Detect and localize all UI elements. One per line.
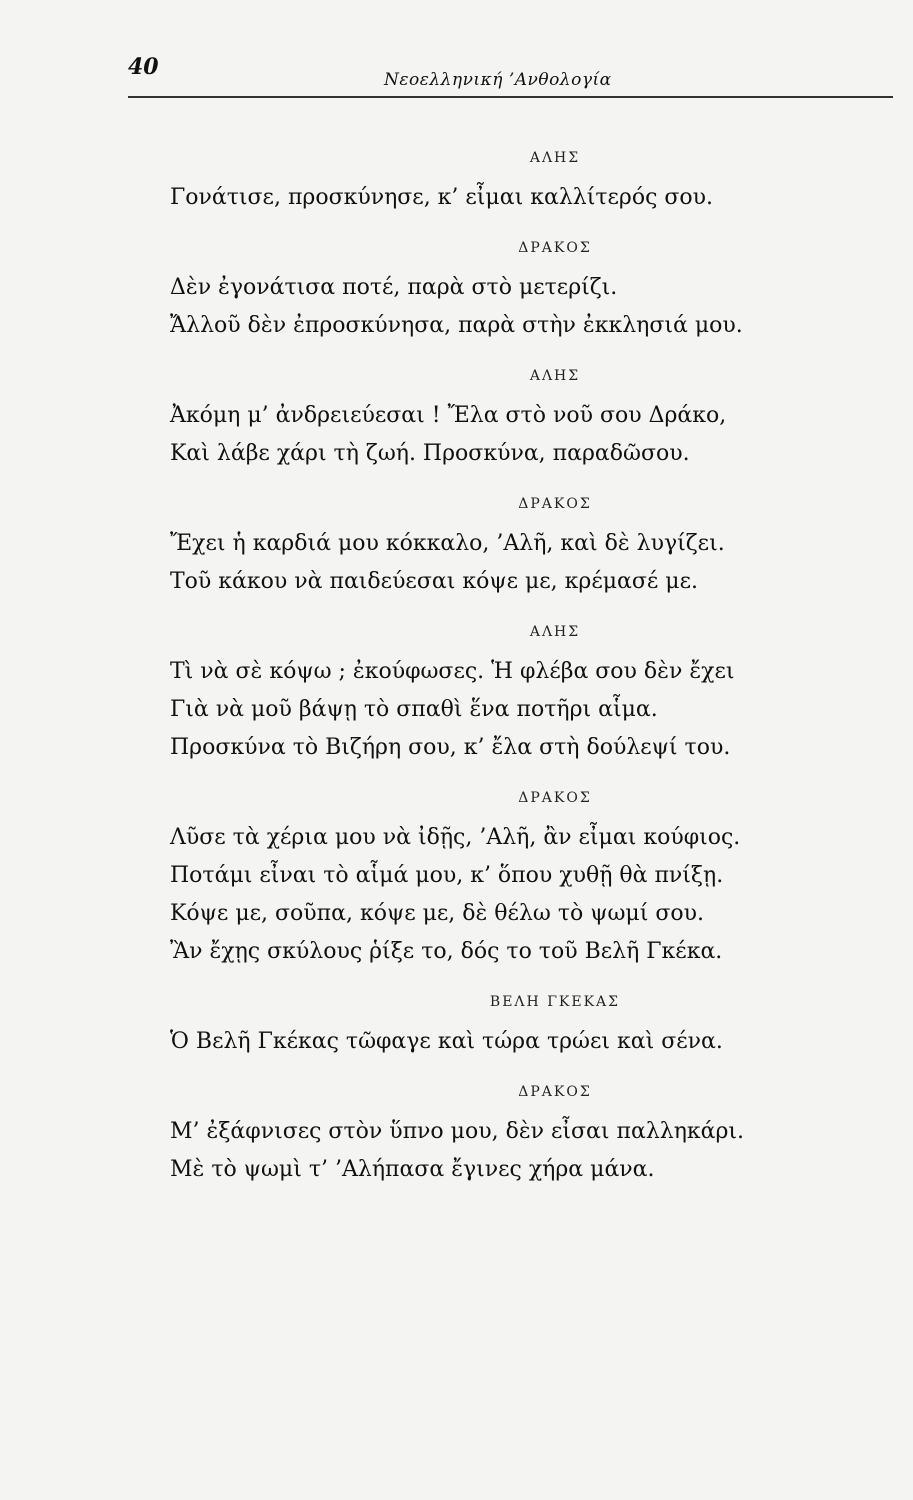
verse-line: Τοῦ κάκου νὰ παιδεύεσαι κόψε με, κρέμασέ με. <box>170 569 698 594</box>
verse-line: Ἀκόμη μ’ ἀνδρειεύεσαι ! Ἔλα στὸ νοῦ σου Δράκο, <box>170 403 727 428</box>
verse-line: Προσκύνα τὸ Βιζήρη σου, κ’ ἔλα στὴ δούλεψί του. <box>170 735 731 760</box>
page-header <box>128 48 888 98</box>
speech-block <box>170 363 850 473</box>
speech-block <box>170 785 850 971</box>
speech-block <box>170 235 850 345</box>
page-number: 40 <box>128 54 159 80</box>
speaker-name: ΔΡΑΚΟΣ <box>518 790 592 806</box>
verse-line: Γιὰ νὰ μοῦ βάψῃ τὸ σπαθὶ ἕνα ποτῆρι αἷμα. <box>170 697 658 722</box>
verse-line: Γονάτισε, προσκύνησε, κ’ εἶμαι καλλίτερός σου. <box>170 185 714 210</box>
speech-block <box>170 491 850 601</box>
verse-line: Καὶ λάβε χάρι τὴ ζωή. Προσκύνα, παραδῶσου. <box>170 441 690 466</box>
verse-line: Δὲν ἐγονάτισα ποτέ, παρὰ στὸ μετερίζι. <box>170 275 618 300</box>
dialogue-body <box>170 145 850 1207</box>
header-rule <box>128 96 893 98</box>
speaker-name: ΑΛΗΣ <box>529 624 581 640</box>
verse-line: Ἄλλοῦ δὲν ἐπροσκύνησα, παρὰ στὴν ἐκκλησιά μου. <box>170 313 743 338</box>
speaker-name: ΑΛΗΣ <box>529 150 581 166</box>
speech-block <box>170 1079 850 1189</box>
running-title: Νεοελληνική ’Ανθολογία <box>384 70 612 90</box>
speaker-name: ΔΡΑΚΟΣ <box>518 496 592 512</box>
verse-line: Ἂν ἔχῃς σκύλους ῥίξε το, δός το τοῦ Βελῆ Γκέκα. <box>170 939 723 964</box>
speech-block <box>170 989 850 1061</box>
verse-line: Μὲ τὸ ψωμὶ τ’ ’Αλήπασα ἔγινες χήρα μάνα. <box>170 1157 655 1182</box>
verse-line: Ποτάμι εἶναι τὸ αἷμά μου, κ’ ὅπου χυθῇ θὰ πνίξῃ. <box>170 863 724 888</box>
speaker-name: ΑΛΗΣ <box>529 368 581 384</box>
verse-line: Κόψε με, σοῦπα, κόψε με, δὲ θέλω τὸ ψωμί σου. <box>170 901 704 926</box>
verse-line: Λῦσε τὰ χέρια μου νὰ ἰδῇς, ’Αλῆ, ἂν εἶμαι κούφιος. <box>170 825 741 850</box>
speech-block <box>170 145 850 217</box>
verse-line: Ὁ Βελῆ Γκέκας τῶφαγε καὶ τώρα τρώει καὶ σένα. <box>170 1029 723 1054</box>
verse-line: Ἔχει ἡ καρδιά μου κόκκαλο, ’Αλῆ, καὶ δὲ λυγίζει. <box>170 531 725 556</box>
speech-block <box>170 619 850 767</box>
verse-line: Τὶ νὰ σὲ κόψω ; ἐκούφωσες. Ἡ φλέβα σου δὲν ἔχει <box>170 659 735 684</box>
verse-line: Μ’ ἐξάφνισες στὸν ὕπνο μου, δὲν εἶσαι παλληκάρι. <box>170 1119 745 1144</box>
speaker-name: ΔΡΑΚΟΣ <box>518 1084 592 1100</box>
speaker-name: ΒΕΛΗ ΓΚΕΚΑΣ <box>489 994 621 1010</box>
speaker-name: ΔΡΑΚΟΣ <box>518 240 592 256</box>
